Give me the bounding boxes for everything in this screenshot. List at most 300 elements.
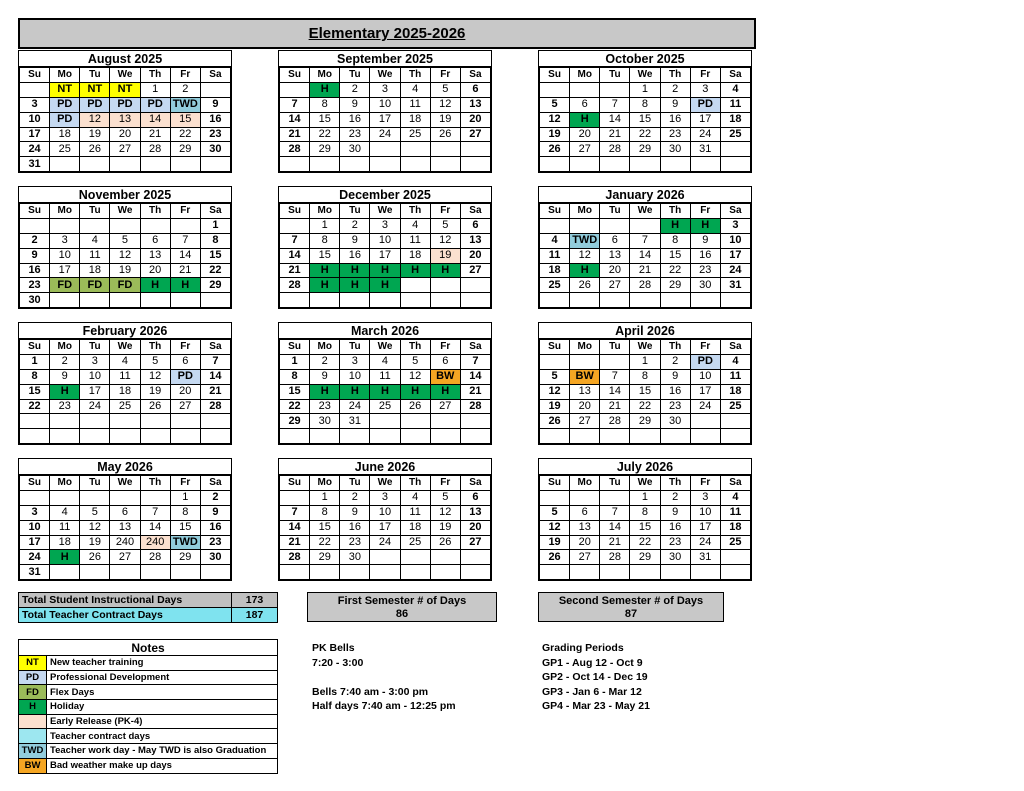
day-cell: 8 [660,233,690,248]
day-cell: 30 [660,550,690,565]
legend-label: Teacher work day - May TWD is also Graduation [47,744,278,759]
day-cell: 7 [600,369,630,384]
day-cell: 23 [50,399,80,414]
day-cell: 26 [80,142,110,157]
day-cell: 3 [370,218,400,233]
day-cell: 23 [20,278,50,293]
day-cell [570,429,600,444]
day-cell [400,293,430,308]
day-cell [140,429,170,444]
day-cell: 14 [170,248,200,263]
day-cell: 7 [630,233,660,248]
day-cell: 24 [720,263,750,278]
day-cell: 8 [630,369,660,384]
day-cell: 1 [200,218,230,233]
day-cell: 1 [630,82,660,97]
day-cell: 24 [690,399,720,414]
day-cell: 14 [460,369,490,384]
day-cell: 8 [310,97,340,112]
weekday-header: Su [540,476,570,491]
day-cell: 12 [570,248,600,263]
day-cell [20,218,50,233]
day-cell [400,565,430,580]
day-cell: TWD [170,97,200,112]
day-cell [540,157,570,172]
day-cell: 13 [110,520,140,535]
day-cell: 26 [400,399,430,414]
day-cell: 17 [690,384,720,399]
day-cell [460,157,490,172]
day-cell: H [170,278,200,293]
day-cell: H [400,384,430,399]
month-title: October 2025 [539,51,751,67]
day-cell: 17 [690,520,720,535]
day-cell [80,565,110,580]
weekday-header: Mo [50,68,80,83]
day-cell [690,293,720,308]
day-cell: 21 [170,263,200,278]
day-cell: 13 [460,233,490,248]
day-cell [140,565,170,580]
day-cell: PD [140,97,170,112]
weekday-header: Sa [460,68,490,83]
day-cell [690,429,720,444]
week-row [280,278,491,293]
day-cell: 5 [110,233,140,248]
weekday-header: Fr [170,476,200,491]
total-teacher-days-row [19,608,278,623]
second-semester-value: 87 [624,608,638,620]
day-cell [80,218,110,233]
day-cell: 18 [720,384,750,399]
weekday-header: Sa [460,204,490,219]
month-title: December 2025 [279,187,491,203]
day-cell: 15 [200,248,230,263]
week-row [280,82,491,97]
day-cell: 18 [50,535,80,550]
week-row [20,414,231,429]
legend-swatch: PD [19,670,47,685]
day-cell: 10 [50,248,80,263]
day-cell [600,82,630,97]
day-cell: 9 [660,505,690,520]
total-teacher-days-label: Total Teacher Contract Days [19,608,232,623]
weekday-header: Mo [50,204,80,219]
day-cell [430,414,460,429]
week-row [280,429,491,444]
day-cell [460,429,490,444]
day-cell [460,565,490,580]
day-cell: 5 [540,505,570,520]
day-cell [600,157,630,172]
day-cell: 25 [540,278,570,293]
day-cell [460,293,490,308]
day-cell: 24 [80,399,110,414]
day-cell: 28 [600,142,630,157]
day-cell: 10 [20,520,50,535]
day-cell: PD [50,112,80,127]
bell-schedule [312,641,456,714]
week-row [20,248,231,263]
week-row [540,263,751,278]
weekday-header: Su [20,476,50,491]
day-cell: 26 [430,535,460,550]
day-cell [400,429,430,444]
week-row [20,565,231,580]
day-cell [50,414,80,429]
day-cell: 27 [110,142,140,157]
day-cell: 3 [340,354,370,369]
day-cell: 16 [340,248,370,263]
day-cell: 12 [140,369,170,384]
month-title: September 2025 [279,51,491,67]
day-cell: 17 [370,112,400,127]
week-row [280,399,491,414]
day-cell: H [690,218,720,233]
day-cell: 240 [140,535,170,550]
day-cell: 9 [200,505,230,520]
day-cell: 7 [460,354,490,369]
day-cell: 30 [310,414,340,429]
day-cell [370,157,400,172]
weekday-header: Th [400,68,430,83]
week-row [540,369,751,384]
weekday-header: Fr [690,204,720,219]
day-cell: 22 [310,535,340,550]
day-cell: 24 [370,127,400,142]
day-cell: 8 [170,505,200,520]
week-row [20,550,231,565]
day-cell: 9 [50,369,80,384]
second-semester-box [538,592,724,622]
day-cell: 13 [460,97,490,112]
day-cell: 11 [80,248,110,263]
day-cell: 4 [110,354,140,369]
day-cell [50,429,80,444]
weekday-header: Su [280,340,310,355]
day-cell: 21 [140,127,170,142]
day-cell: 17 [20,127,50,142]
weekday-header: Tu [600,340,630,355]
day-cell: 5 [430,218,460,233]
weekday-header: Fr [430,68,460,83]
day-cell [340,429,370,444]
day-cell: 31 [720,278,750,293]
day-cell [430,565,460,580]
week-row [280,550,491,565]
day-cell [430,429,460,444]
day-cell: 14 [200,369,230,384]
week-row [540,414,751,429]
legend-label: Flex Days [47,685,278,700]
month-calendar [278,186,492,309]
day-cell [80,490,110,505]
day-cell: 20 [460,112,490,127]
day-cell: 1 [630,490,660,505]
day-cell: 16 [200,112,230,127]
week-row [280,535,491,550]
day-cell [370,142,400,157]
day-cell: 1 [140,82,170,97]
day-cell: 3 [370,82,400,97]
day-cell [370,550,400,565]
weekday-header: Th [140,476,170,491]
day-cell [370,429,400,444]
weekday-header: Th [660,204,690,219]
day-cell: 28 [600,414,630,429]
day-cell: 18 [400,112,430,127]
day-cell [540,218,570,233]
weekday-header: Th [660,68,690,83]
day-cell: 26 [540,550,570,565]
day-cell: 1 [630,354,660,369]
day-cell: 22 [630,399,660,414]
day-cell: 2 [310,354,340,369]
weekday-header: We [370,204,400,219]
week-row [280,520,491,535]
week-row [20,535,231,550]
month-title: January 2026 [539,187,751,203]
day-cell: 14 [600,112,630,127]
day-cell: 25 [400,127,430,142]
day-cell: 17 [80,384,110,399]
day-cell: 21 [630,263,660,278]
day-cell: 5 [140,354,170,369]
week-row [20,490,231,505]
day-cell [340,293,370,308]
weekday-header: Fr [430,340,460,355]
day-cell [720,293,750,308]
day-cell: 3 [80,354,110,369]
day-cell [170,157,200,172]
week-row [20,233,231,248]
day-cell [50,293,80,308]
day-cell: 8 [310,233,340,248]
day-cell: 30 [660,414,690,429]
day-cell: PD [110,97,140,112]
day-cell: 6 [460,218,490,233]
day-cell [430,142,460,157]
weekday-header: Mo [50,340,80,355]
weekday-header: Mo [570,476,600,491]
legend-label: Early Release (PK-4) [47,714,278,729]
day-cell: H [50,550,80,565]
day-cell: 30 [690,278,720,293]
weekday-header: We [110,476,140,491]
day-cell: 29 [660,278,690,293]
week-row [20,278,231,293]
day-cell: H [570,263,600,278]
week-row [540,429,751,444]
day-cell: 16 [200,520,230,535]
day-cell: NT [110,82,140,97]
day-cell: 3 [20,97,50,112]
notes-item [19,670,278,685]
day-cell: 28 [280,550,310,565]
day-cell: 2 [50,354,80,369]
day-cell: 9 [340,505,370,520]
day-cell: 2 [660,82,690,97]
legend-swatch: BW [19,758,47,773]
day-cell: 18 [400,248,430,263]
day-cell: 25 [720,127,750,142]
weekday-header: Fr [170,204,200,219]
weekday-header: Sa [460,340,490,355]
legend-label: Bad weather make up days [47,758,278,773]
day-cell: 4 [400,82,430,97]
day-cell: FD [80,278,110,293]
day-cell: H [370,278,400,293]
day-cell: 8 [310,505,340,520]
month-calendar [18,50,232,173]
week-row [280,233,491,248]
day-cell: H [310,82,340,97]
week-row [20,218,231,233]
day-cell: 25 [50,142,80,157]
weekday-header: We [110,340,140,355]
day-cell: H [50,384,80,399]
day-cell: 2 [660,490,690,505]
day-cell [50,218,80,233]
day-cell: 25 [370,399,400,414]
grading-periods-heading: Grading Periods [542,642,624,654]
day-cell: 15 [170,520,200,535]
day-cell [460,278,490,293]
day-cell: 21 [600,127,630,142]
day-cell: 4 [720,354,750,369]
day-cell: 15 [660,248,690,263]
day-cell [570,565,600,580]
weekday-header: Su [20,68,50,83]
weekday-header: Sa [720,476,750,491]
day-cell: 25 [400,535,430,550]
week-row [540,218,751,233]
pk-bells-heading: PK Bells [312,642,355,654]
day-cell [630,565,660,580]
notes-item [19,729,278,744]
weekday-header: Tu [80,476,110,491]
weekday-header: Th [660,340,690,355]
day-cell: 29 [630,142,660,157]
day-cell: H [310,263,340,278]
day-cell [200,565,230,580]
day-cell [720,414,750,429]
day-cell: PD [50,97,80,112]
day-cell: 30 [20,293,50,308]
week-row [280,248,491,263]
weekday-header: Tu [80,340,110,355]
day-cell: 7 [600,505,630,520]
weekday-header: We [630,340,660,355]
day-cell: 28 [280,142,310,157]
day-cell: H [340,384,370,399]
weekday-header: Tu [600,476,630,491]
day-cell: 15 [630,112,660,127]
weekday-header: Fr [170,340,200,355]
day-cell: FD [110,278,140,293]
day-cell [540,293,570,308]
day-cell: 13 [600,248,630,263]
week-row [280,384,491,399]
first-semester-label: First Semester # of Days [337,595,467,607]
day-cell: 29 [170,550,200,565]
day-cell: 3 [690,490,720,505]
weekday-header: Sa [720,340,750,355]
month-calendar [278,458,492,581]
day-cell: 16 [340,112,370,127]
day-cell: 17 [20,535,50,550]
day-cell: 19 [540,127,570,142]
second-semester-label: Second Semester # of Days [558,595,704,607]
weekday-header: Fr [690,68,720,83]
day-cell: 22 [310,127,340,142]
day-cell: 2 [340,82,370,97]
day-cell [80,429,110,444]
day-cell: 23 [340,535,370,550]
month-title: March 2026 [279,323,491,339]
day-cell: 26 [430,127,460,142]
week-row [20,354,231,369]
day-cell: 21 [460,384,490,399]
month-calendar [278,322,492,445]
total-teacher-days-value: 187 [232,608,278,623]
day-cell: 13 [110,112,140,127]
total-student-days-label: Total Student Instructional Days [19,593,232,608]
weekday-header: Su [540,68,570,83]
day-cell [50,565,80,580]
day-cell [280,490,310,505]
day-cell: 23 [660,127,690,142]
week-row [540,82,751,97]
day-cell: 3 [720,218,750,233]
first-semester-box [307,592,497,622]
day-cell: 26 [570,278,600,293]
day-cell: 4 [720,490,750,505]
month-title: May 2026 [19,459,231,475]
weekday-header: Mo [310,340,340,355]
day-cell: 30 [200,142,230,157]
week-row [20,127,231,142]
day-cell: 20 [570,535,600,550]
day-cell [200,414,230,429]
day-cell: 30 [340,142,370,157]
day-cell [340,157,370,172]
day-cell [140,414,170,429]
day-cell: 22 [20,399,50,414]
month-calendar [538,50,752,173]
day-cell: 6 [570,97,600,112]
weekday-header: Sa [200,476,230,491]
day-cell [280,82,310,97]
day-cell [600,354,630,369]
legend-label: Teacher contract days [47,729,278,744]
day-cell: 17 [370,520,400,535]
day-cell [690,414,720,429]
notes-item [19,744,278,759]
day-cell: 10 [690,369,720,384]
total-student-days-value: 173 [232,593,278,608]
weekday-header: Mo [50,476,80,491]
day-cell: 12 [540,112,570,127]
month-calendar [18,186,232,309]
day-cell [460,142,490,157]
day-cell [570,293,600,308]
day-cell: 15 [310,248,340,263]
week-row [20,142,231,157]
day-cell: 1 [310,490,340,505]
weekday-header: Mo [570,68,600,83]
day-cell: 20 [570,127,600,142]
